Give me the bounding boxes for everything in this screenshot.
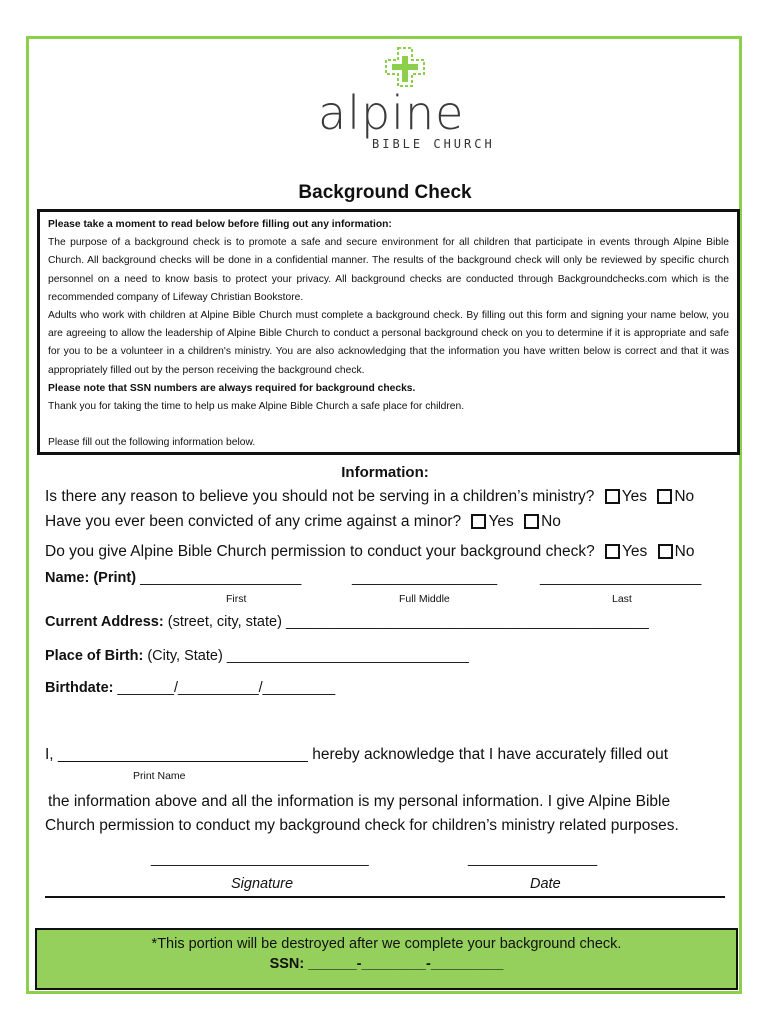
first-caption: First xyxy=(226,593,247,605)
address-row xyxy=(45,614,649,630)
address-field[interactable]: _____________________________________________ xyxy=(285,614,649,630)
address-hint: (street, city, state) xyxy=(167,614,282,630)
date-field[interactable]: ________________ xyxy=(468,851,598,867)
signature-caption: Signature xyxy=(231,876,294,892)
signature-field[interactable]: ___________________________ xyxy=(151,851,369,867)
q1-no-checkbox[interactable] xyxy=(657,489,672,504)
ack-line-2: the information above and all the information is my personal information. I give Alpine Bible xyxy=(48,793,671,810)
q3-no-checkbox[interactable] xyxy=(658,544,673,559)
ssn-row xyxy=(37,956,736,972)
q2-yes-label: Yes xyxy=(488,513,514,530)
q2-yes-checkbox[interactable] xyxy=(471,514,486,529)
intro-paragraph-2: Adults who work with children at Alpine Bible Church must complete a background check. By filling out this form and signing your name below, you are agreeing to allow the leadership of Alpine Bible Church to conduct a personal background check on you to determine if it is appropriate and safe for you to be a volunteer in a children's ministry. You are also acknowledging that the information you have written below is correct and that it was appropriately filled out by the person receiving the background check. xyxy=(48,310,729,376)
question-2-text: Have you ever been convicted of any crime against a minor? xyxy=(45,513,462,530)
birth-place-hint: (City, State) xyxy=(147,648,223,664)
logo-subtitle: BIBLE CHURCH xyxy=(372,137,495,151)
birthdate-label: Birthdate: xyxy=(45,680,114,696)
birth-place-field[interactable]: ______________________________ xyxy=(226,648,469,664)
thanks-text: Thank you for taking the time to help us make Alpine Bible Church a safe place for children. xyxy=(48,401,465,413)
ssn-field[interactable]: ______-________-_________ xyxy=(308,956,504,972)
ack-prefix: I, xyxy=(45,746,54,763)
q3-yes-checkbox[interactable] xyxy=(605,544,620,559)
q1-no-label: No xyxy=(674,488,695,505)
middle-caption: Full Middle xyxy=(399,593,450,605)
question-2 xyxy=(45,513,561,531)
print-name-field[interactable]: _____________________________ xyxy=(57,746,308,763)
ack-line-3: Church permission to conduct my background check for children’s ministry related purposes. xyxy=(45,817,679,834)
print-name-caption: Print Name xyxy=(133,770,186,782)
question-3 xyxy=(45,543,694,561)
question-3-text: Do you give Alpine Bible Church permission to conduct your background check? xyxy=(45,543,595,560)
name-label: Name: (Print) xyxy=(45,570,137,586)
q1-yes-label: Yes xyxy=(621,488,648,505)
date-caption: Date xyxy=(530,876,561,892)
address-label: Current Address: xyxy=(45,614,164,630)
birth-place-row xyxy=(45,648,469,664)
divider xyxy=(45,896,725,898)
ssn-required-note: Please note that SSN numbers are always required for background checks. xyxy=(48,382,416,394)
q3-yes-label: Yes xyxy=(622,543,648,560)
birthdate-row xyxy=(45,680,335,696)
ssn-destroy-note: *This portion will be destroyed after we complete your background check. xyxy=(151,936,622,952)
page-title: Background Check xyxy=(298,182,472,203)
q3-no-label: No xyxy=(674,543,695,560)
first-name-field[interactable]: ____________________ xyxy=(140,570,302,586)
last-caption: Last xyxy=(612,593,632,605)
birth-place-label: Place of Birth: xyxy=(45,648,144,664)
middle-name-field[interactable]: __________________ xyxy=(352,570,498,586)
name-row xyxy=(45,570,301,586)
q2-no-label: No xyxy=(541,513,561,530)
ssn-box xyxy=(35,928,738,990)
last-name-field[interactable]: ____________________ xyxy=(540,570,702,586)
fill-out-instruction: Please fill out the following information below. xyxy=(48,437,256,449)
question-1-text: Is there any reason to believe you should not be serving in a children’s ministry? xyxy=(45,488,595,505)
q2-no-checkbox[interactable] xyxy=(524,514,539,529)
information-title: Information: xyxy=(341,464,429,481)
ack-suffix: hereby acknowledge that I have accurately filled out xyxy=(312,746,669,763)
intro-heading: Please take a moment to read below before filling out any information: xyxy=(48,219,392,230)
intro-box xyxy=(37,209,740,455)
intro-paragraph-1: The purpose of a background check is to promote a safe and secure environment for all children that participate in events through Alpine Bible Church. All background checks will be done in a confidential manner. The results of the background check will only be reviewed by specific church personnel on a need to know basis to protect your privacy. All background checks are conducted through Backgroundchecks.com which is the recommended company of Lifeway Christian Bookstore. xyxy=(48,237,729,303)
q1-yes-checkbox[interactable] xyxy=(605,489,620,504)
ssn-label: SSN: xyxy=(269,956,305,972)
question-1 xyxy=(45,488,694,506)
logo-wordmark: alpine xyxy=(318,86,465,140)
birthdate-field[interactable]: _______/__________/_________ xyxy=(117,680,336,696)
ack-line-1 xyxy=(45,746,668,764)
